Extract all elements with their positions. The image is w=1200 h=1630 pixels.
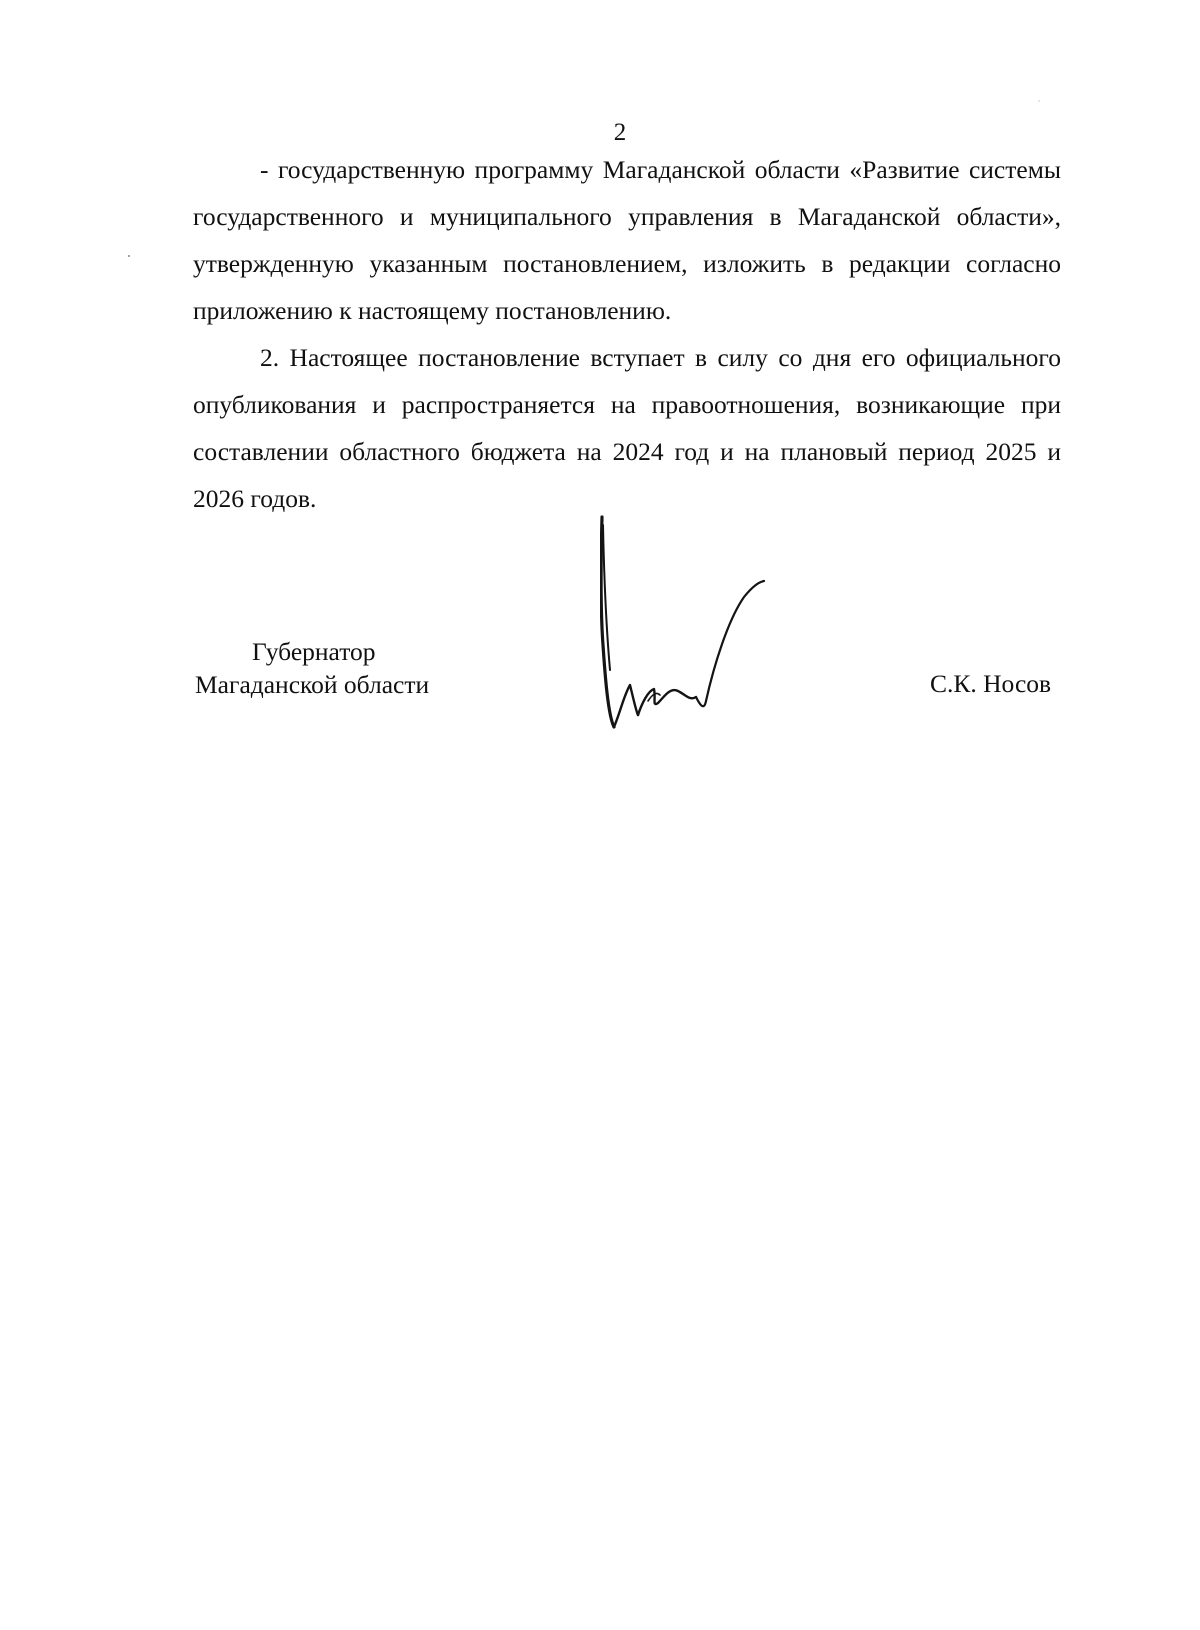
signatory-title-line2: Магаданской области <box>195 670 430 699</box>
page-number: 2 <box>613 119 627 146</box>
signatory-title <box>195 635 429 701</box>
document-body <box>193 146 1061 522</box>
signatory-title-line1: Губернатор <box>252 637 376 666</box>
signatory-name: С.К. Носов <box>930 669 1052 698</box>
paragraph-program-amendment: - государственную программу Магаданской области «Развитие системы государственного и муниципального управления в Магаданской области», утвержденную указанным постановлением, изложить в редакции согласно приложению к настоящему постановлению. <box>193 155 1061 325</box>
handwritten-signature <box>600 515 800 745</box>
paragraph-effective-date: 2. Настоящее постановление вступает в силу со дня его официального опубликования и распространяется на правоотношения, возникающие при составлении областного бюджета на 2024 год и на плановый период 2025 и 2026 годов. <box>193 343 1061 513</box>
scan-speck <box>128 255 130 257</box>
scan-speck <box>1038 100 1040 102</box>
